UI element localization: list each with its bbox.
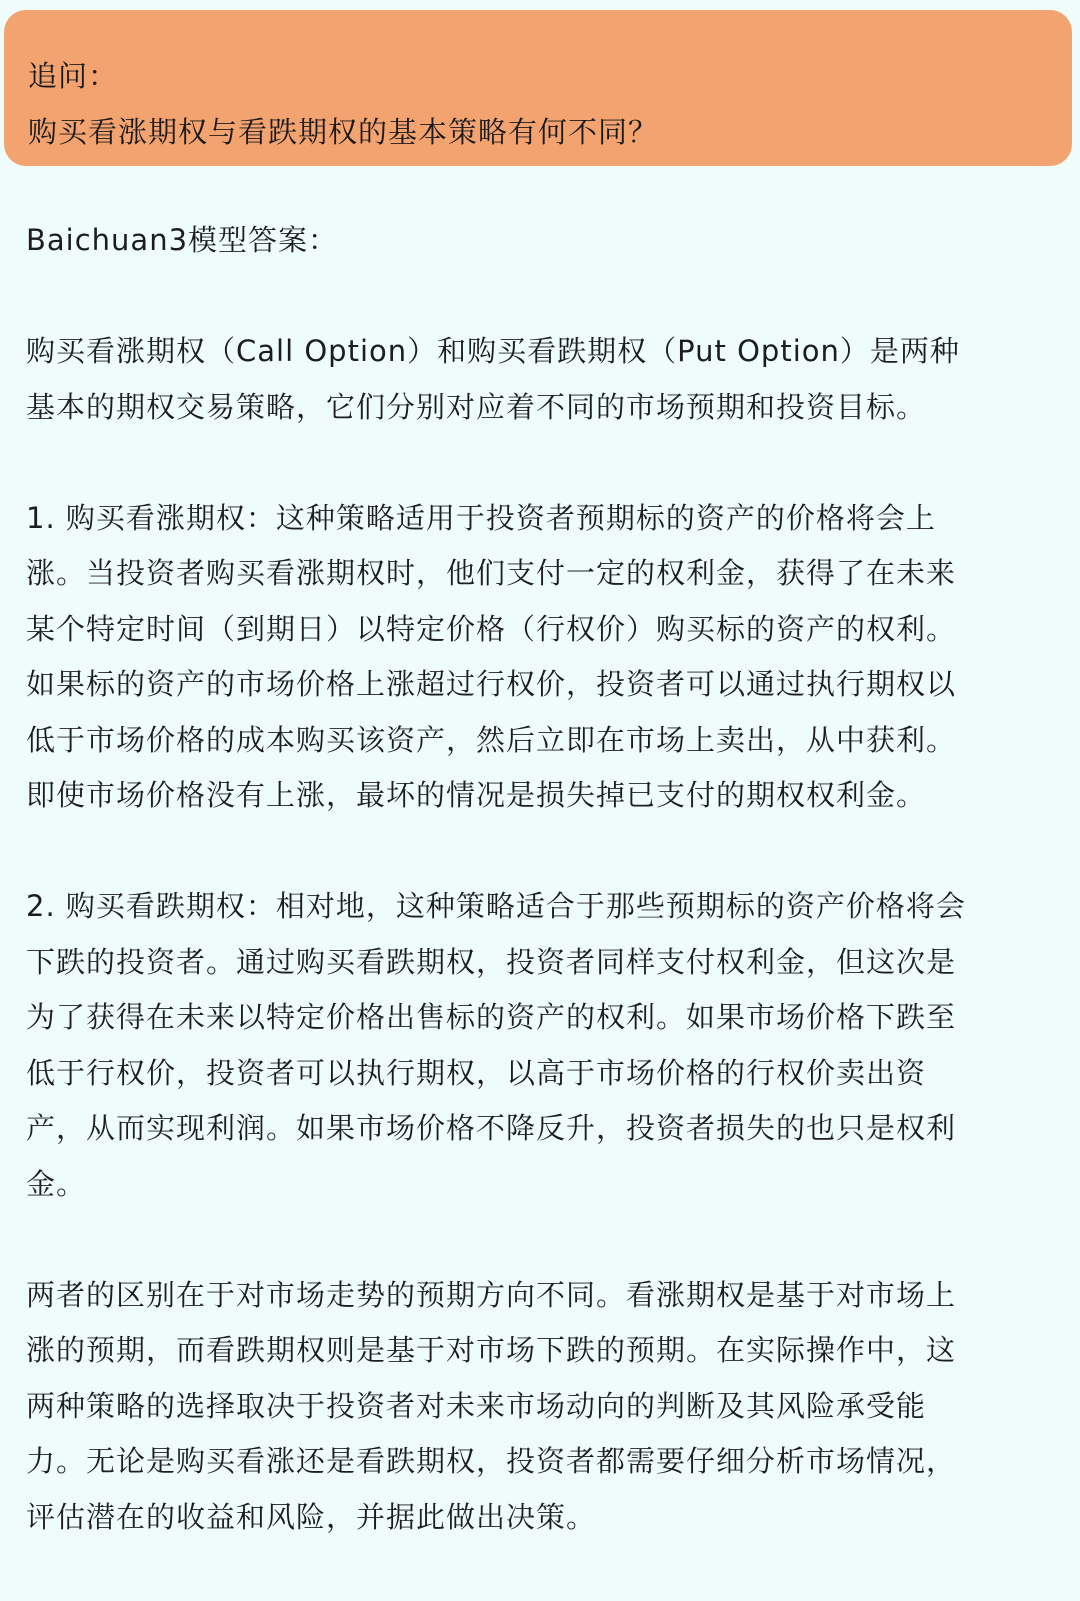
answer-paragraph-call-option [26,491,1054,824]
paragraph-line: 涨。当投资者购买看涨期权时，他们支付一定的权利金，获得了在未来 [26,556,957,590]
paragraph-line: 两种策略的选择取决于投资者对未来市场动向的判断及其风险承受能 [26,1388,927,1423]
answer-paragraph-put-option [26,879,1054,1212]
paragraph-line: 如果标的资产的市场价格上涨超过行权价，投资者可以通过执行期权以 [26,667,957,701]
paragraph-line: 两者的区别在于对市场走势的预期方向不同。看涨期权是基于对市场上 [26,1277,957,1312]
answer-content [26,213,1054,1601]
paragraph-line: 涨的预期，而看跌期权则是基于对市场下跌的预期。在实际操作中，这 [26,1333,957,1367]
paragraph-line: 金。 [26,1166,87,1201]
paragraph-line: 某个特定时间（到期日）以特定价格（行权价）购买标的资产的权利。 [26,611,957,646]
question-text: 购买看涨期权与看跌期权的基本策略有何不同？ [28,115,659,149]
paragraph-line: 产，从而实现利润。如果市场价格不降反升，投资者损失的也只是权利 [26,1111,957,1145]
paragraph-line: 即使市场价格没有上涨，最坏的情况是损失掉已支付的期权权利金。 [26,778,927,812]
paragraph-line: 评估潜在的收益和风险，并据此做出决策。 [26,1499,597,1534]
paragraph-line: 2. 购买看跌期权：相对地，这种策略适合于那些预期标的资产价格将会 [26,889,966,923]
paragraph-line: 低于行权价，投资者可以执行期权，以高于市场价格的行权价卖出资 [26,1055,927,1090]
paragraph-line: 下跌的投资者。通过购买看跌期权，投资者同样支付权利金，但这次是 [26,944,957,979]
answer-header: Baichuan3模型答案： [26,223,339,257]
paragraph-line: 低于市场价格的成本购买该资产，然后立即在市场上卖出，从中获利。 [26,722,957,757]
paragraph-line: 1. 购买看涨期权：这种策略适用于投资者预期标的资产的价格将会上 [26,500,936,535]
paragraph-line: 力。无论是购买看涨还是看跌期权，投资者都需要仔细分析市场情况， [26,1444,957,1478]
paragraph-line: 购买看涨期权（Call Option）和购买看跌期权（Put Option）是两种 [26,334,960,368]
answer-paragraph-intro [26,324,1054,435]
paragraph-line: 为了获得在未来以特定价格出售标的资产的权利。如果市场价格下跌至 [26,1000,957,1034]
question-label: 追问： [28,59,119,93]
question-box [4,10,1072,166]
answer-paragraph-summary [26,1268,1054,1546]
paragraph-line: 基本的期权交易策略，它们分别对应着不同的市场预期和投资目标。 [26,389,927,424]
